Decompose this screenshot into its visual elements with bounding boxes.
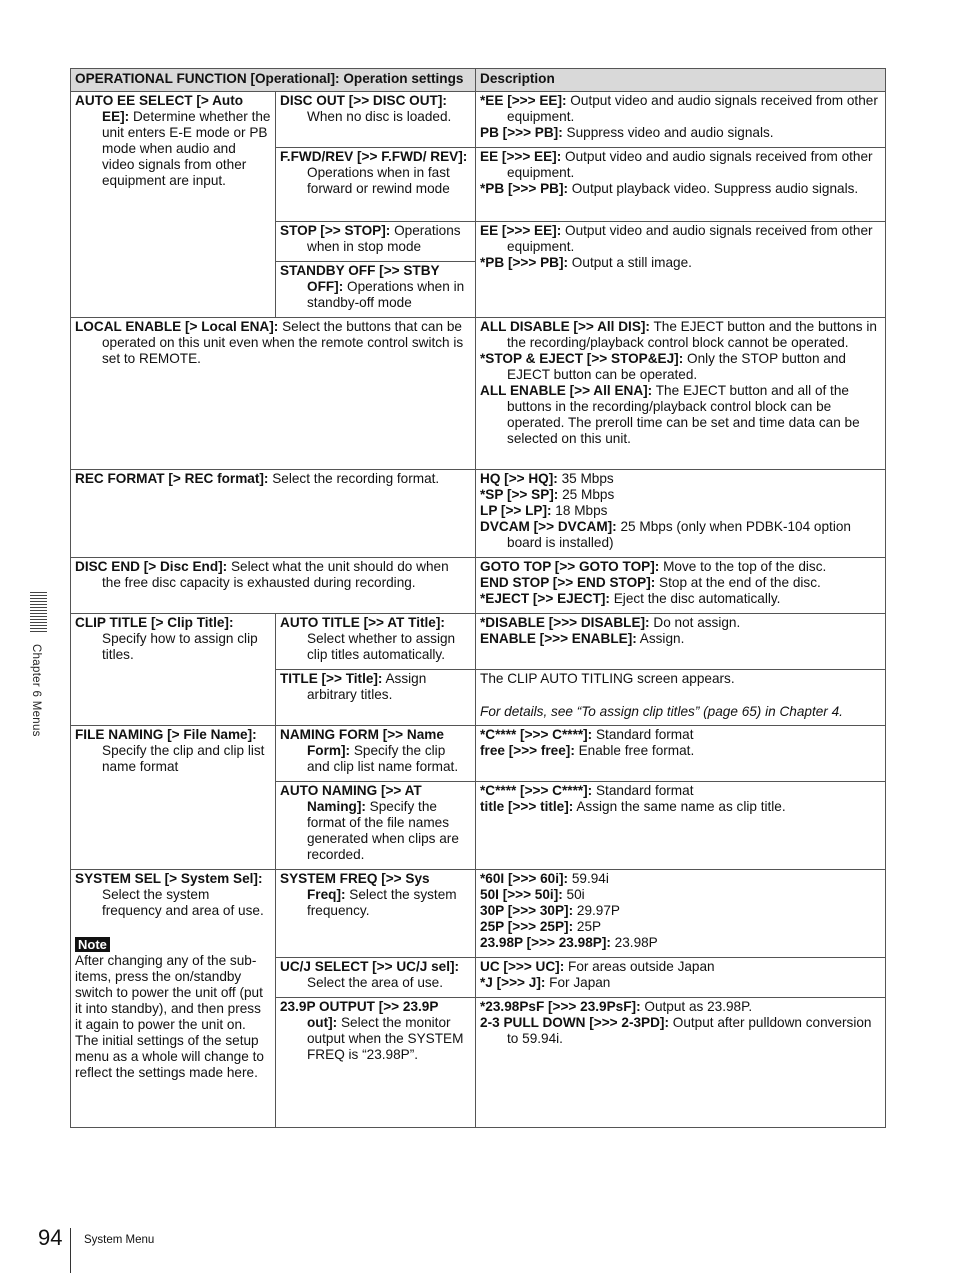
table-row: [71, 614, 886, 670]
footer-divider: [70, 1228, 71, 1273]
header-operation: OPERATIONAL FUNCTION [Operational]: Operation settings: [71, 69, 476, 92]
table-row: [71, 318, 886, 470]
footer-section: System Menu: [84, 1234, 155, 1246]
header-description: Description: [476, 69, 886, 92]
description-title: The CLIP AUTO TITLING screen appears. For details, see “To assign clip titles” (page 65) in Chapter 4.: [476, 670, 886, 726]
description-stop: EE [>>> EE]: Output video and audio signals received from other equipment. *PB [>>> PB]: Output a still image.: [476, 222, 886, 318]
table-row: [71, 726, 886, 782]
page-number: 94: [38, 1225, 63, 1250]
setting-local-enable: LOCAL ENABLE [> Local ENA]: Select the buttons that can be operated on this unit even when the remote control switch is set to REMOTE.: [71, 318, 476, 470]
cross-reference: For details, see “To assign clip titles” (page 65) in Chapter 4.: [480, 704, 843, 719]
subsetting-disc-out: DISC OUT [>> DISC OUT]: When no disc is loaded.: [276, 92, 476, 148]
setting-auto-ee: AUTO EE SELECT [> Auto EE]: Determine whether the unit enters E-E mode or PB mode when audio and video signals from other equipment are input.: [71, 92, 276, 318]
description-auto-title: *DISABLE [>>> DISABLE]: Do not assign. ENABLE [>>> ENABLE]: Assign.: [476, 614, 886, 670]
subsetting-system-freq: SYSTEM FREQ [>> Sys Freq]: Select the system frequency.: [276, 870, 476, 958]
subsetting-title: TITLE [>> Title]: Assign arbitrary titles.: [276, 670, 476, 726]
note-text: After changing any of the sub-items, press the on/standby switch to power the unit off (put it into standby), and then press it again to power the unit on. The initial settings of the setup menu as a whole will change to reflect the settings made here.: [75, 953, 264, 1080]
chapter-tab-marker: [30, 592, 47, 634]
setting-disc-end: DISC END [> Disc End]: Select what the unit should do when the free disc capacity is exhausted during recording.: [71, 558, 476, 614]
description-system-freq: *60I [>>> 60i]: 59.94i 50I [>>> 50i]: 50i 30P [>>> 30P]: 29.97P 25P [>>> 25P]: 25P 23.98P [>>> 23.98P]: 23.98P: [476, 870, 886, 958]
subsetting-ffwd-rev: F.FWD/REV [>> F.FWD/ REV]: Operations when in fast forward or rewind mode: [276, 148, 476, 222]
subsetting-23-9p-output: 23.9P OUTPUT [>> 23.9P out]: Select the monitor output when the SYSTEM FREQ is “23.98P”.: [276, 998, 476, 1128]
description-ffwd-rev: EE [>>> EE]: Output video and audio signals received from other equipment. *PB [>>> PB]: Output playback video. Suppress audio signals.: [476, 148, 886, 222]
subsetting-auto-naming: AUTO NAMING [>> AT Naming]: Specify the format of the file names generated when clips are recorded.: [276, 782, 476, 870]
setting-system-sel: SYSTEM SEL [> System Sel]: Select the system frequency and area of use. Note After changing any of the sub-items, press the on/standby switch to power the unit off (put it into standby), and then press it again to power the unit on. The initial settings of the setup menu as a whole will change to reflect the settings made here.: [71, 870, 276, 1128]
table-header: [71, 69, 886, 92]
description-disc-out: *EE [>>> EE]: Output video and audio signals received from other equipment. PB [>>> PB]: Suppress video and audio signals.: [476, 92, 886, 148]
description-ucj-select: UC [>>> UC]: For areas outside Japan *J [>>> J]: For Japan: [476, 958, 886, 998]
subsetting-naming-form: NAMING FORM [>> Name Form]: Specify the clip and clip list name format.: [276, 726, 476, 782]
description-local-enable: ALL DISABLE [>> All DIS]: The EJECT button and the buttons in the recording/playback control block cannot be operated. *STOP & EJECT [>> STOP&EJ]: Only the STOP button and EJECT button can be operated. ALL ENABLE [>> All ENA]: The EJECT button and all of the buttons in the recording/playback control block can be operated. The preroll time can be set and time data can be selected on this unit.: [476, 318, 886, 470]
settings-table: [70, 68, 886, 1128]
setting-file-naming: FILE NAMING [> File Name]: Specify the clip and clip list name format: [71, 726, 276, 870]
subsetting-ucj-select: UC/J SELECT [>> UC/J sel]: Select the area of use.: [276, 958, 476, 998]
table-row: [71, 870, 886, 958]
subsetting-auto-title: AUTO TITLE [>> AT Title]: Select whether to assign clip titles automatically.: [276, 614, 476, 670]
setting-rec-format: REC FORMAT [> REC format]: Select the recording format.: [71, 470, 476, 558]
table-row: [71, 92, 886, 148]
table-row: [71, 470, 886, 558]
description-rec-format: HQ [>> HQ]: 35 Mbps *SP [>> SP]: 25 Mbps LP [>> LP]: 18 Mbps DVCAM [>> DVCAM]: 25 Mbps (only when PDBK-104 option board is installed): [476, 470, 886, 558]
description-naming-form: *C**** [>>> C****]: Standard format free [>>> free]: Enable free format.: [476, 726, 886, 782]
subsetting-stop: STOP [>> STOP]: Operations when in stop mode: [276, 222, 476, 262]
chapter-label: Chapter 6 Menus: [30, 644, 42, 737]
subsetting-standby-off: STANDBY OFF [>> STBY OFF]: Operations when in standby-off mode: [276, 262, 476, 318]
description-disc-end: GOTO TOP [>> GOTO TOP]: Move to the top of the disc. END STOP [>> END STOP]: Stop at the end of the disc. *EJECT [>> EJECT]: Eject the disc automatically.: [476, 558, 886, 614]
table-row: [71, 558, 886, 614]
description-auto-naming: *C**** [>>> C****]: Standard format title [>>> title]: Assign the same name as clip title.: [476, 782, 886, 870]
description-23-9p-output: *23.98PsF [>>> 23.9PsF]: Output as 23.98P. 2-3 PULL DOWN [>>> 2-3PD]: Output after pulldown conversion to 59.94i.: [476, 998, 886, 1128]
setting-clip-title: CLIP TITLE [> Clip Title]: Specify how to assign clip titles.: [71, 614, 276, 726]
note-label: Note: [75, 937, 110, 952]
